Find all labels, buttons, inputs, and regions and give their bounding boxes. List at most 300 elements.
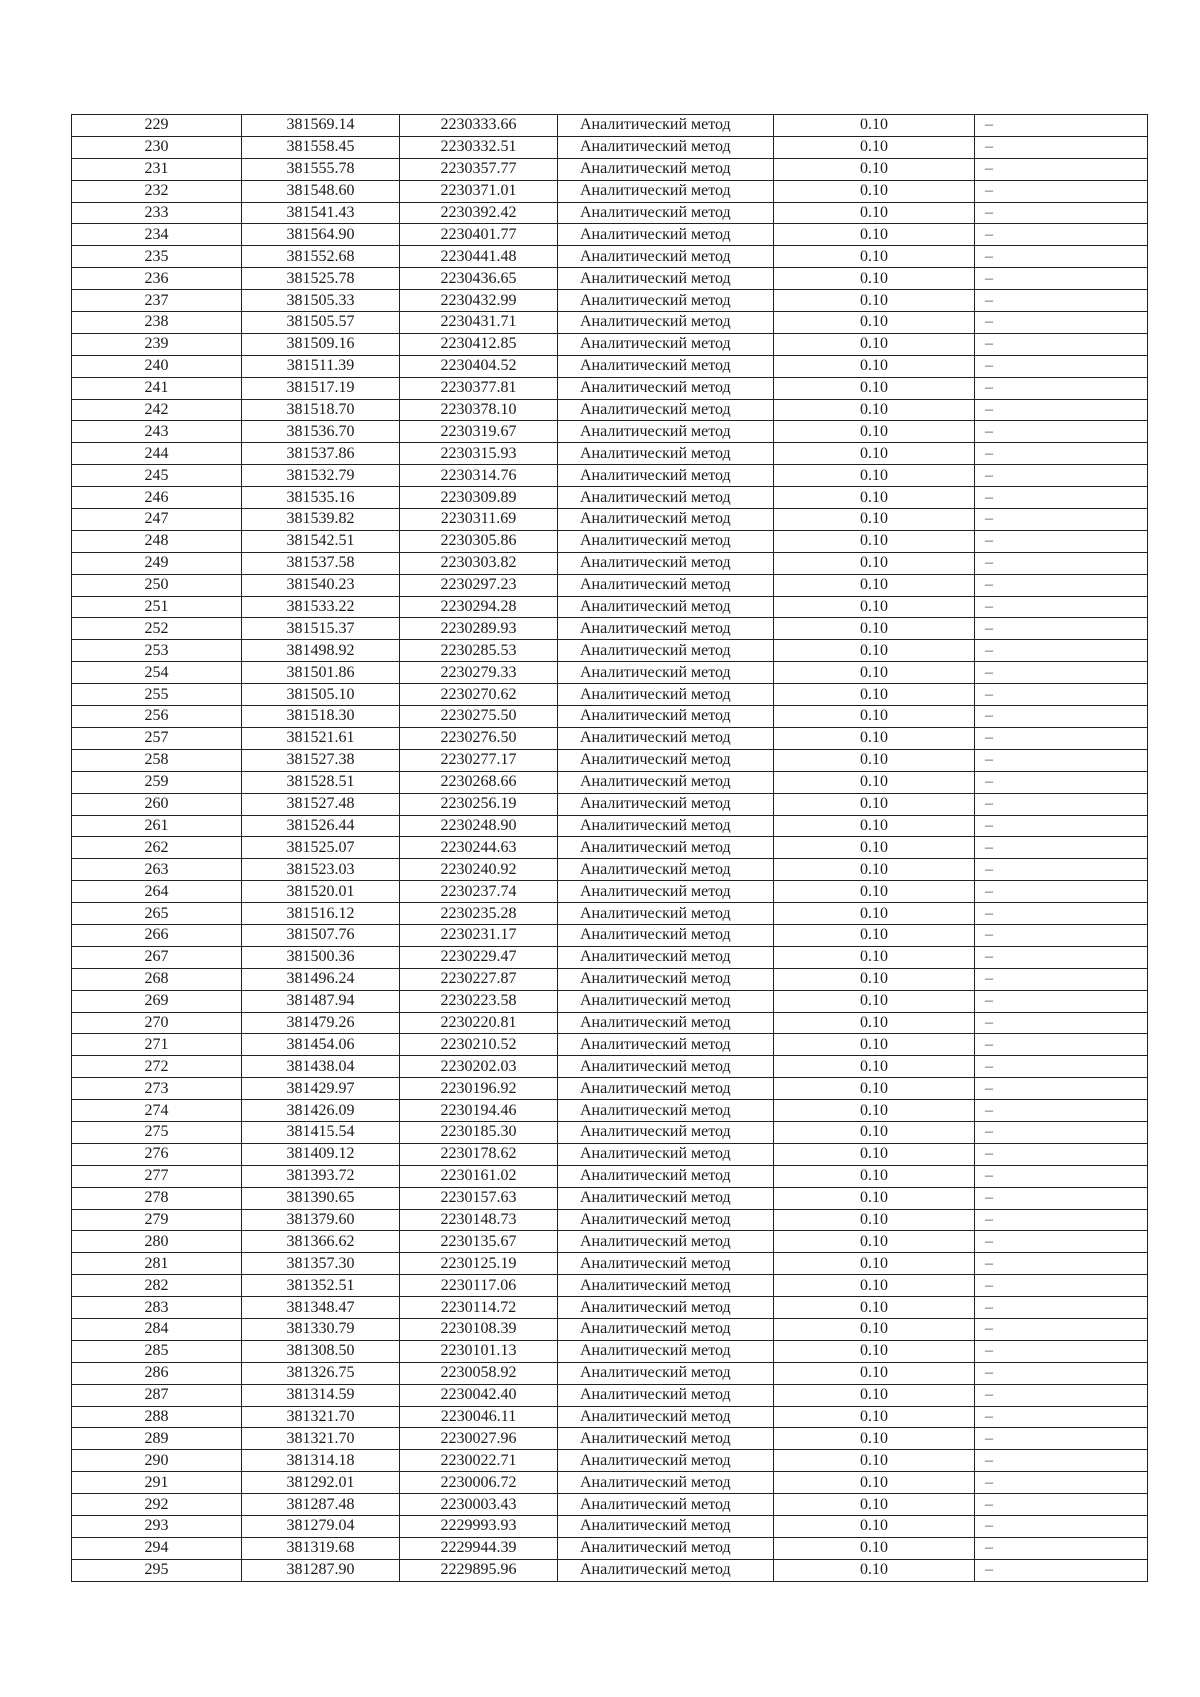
table-row bbox=[72, 684, 1148, 706]
method-cell: Аналитический метод bbox=[558, 355, 774, 377]
point-number-cell: 281 bbox=[72, 1253, 242, 1275]
accuracy-cell: 0.10 bbox=[774, 1187, 975, 1209]
x-coordinate-cell: 381525.07 bbox=[242, 837, 400, 859]
x-coordinate-cell: 381525.78 bbox=[242, 268, 400, 290]
y-coordinate-cell: 2230377.81 bbox=[400, 377, 558, 399]
table-row bbox=[72, 1209, 1148, 1231]
y-coordinate-cell: 2230231.17 bbox=[400, 924, 558, 946]
table-row bbox=[72, 662, 1148, 684]
y-coordinate-cell: 2230196.92 bbox=[400, 1078, 558, 1100]
extra-cell: – bbox=[975, 1472, 1148, 1494]
table-row bbox=[72, 1253, 1148, 1275]
method-cell: Аналитический метод bbox=[558, 487, 774, 509]
y-coordinate-cell: 2230022.71 bbox=[400, 1450, 558, 1472]
method-cell: Аналитический метод bbox=[558, 180, 774, 202]
y-coordinate-cell: 2230244.63 bbox=[400, 837, 558, 859]
point-number-cell: 241 bbox=[72, 377, 242, 399]
extra-cell: – bbox=[975, 727, 1148, 749]
x-coordinate-cell: 381540.23 bbox=[242, 574, 400, 596]
extra-cell: – bbox=[975, 312, 1148, 334]
extra-cell: – bbox=[975, 596, 1148, 618]
x-coordinate-cell: 381520.01 bbox=[242, 881, 400, 903]
table-row bbox=[72, 968, 1148, 990]
x-coordinate-cell: 381537.58 bbox=[242, 552, 400, 574]
accuracy-cell: 0.10 bbox=[774, 115, 975, 137]
accuracy-cell: 0.10 bbox=[774, 1384, 975, 1406]
method-cell: Аналитический метод bbox=[558, 1472, 774, 1494]
method-cell: Аналитический метод bbox=[558, 1362, 774, 1384]
table-row bbox=[72, 115, 1148, 137]
method-cell: Аналитический метод bbox=[558, 1559, 774, 1581]
method-cell: Аналитический метод bbox=[558, 684, 774, 706]
table-row bbox=[72, 837, 1148, 859]
point-number-cell: 275 bbox=[72, 1121, 242, 1143]
table-row bbox=[72, 1406, 1148, 1428]
x-coordinate-cell: 381511.39 bbox=[242, 355, 400, 377]
accuracy-cell: 0.10 bbox=[774, 421, 975, 443]
table-row bbox=[72, 903, 1148, 925]
point-number-cell: 280 bbox=[72, 1231, 242, 1253]
x-coordinate-cell: 381496.24 bbox=[242, 968, 400, 990]
accuracy-cell: 0.10 bbox=[774, 574, 975, 596]
extra-cell: – bbox=[975, 1362, 1148, 1384]
extra-cell: – bbox=[975, 1340, 1148, 1362]
point-number-cell: 276 bbox=[72, 1143, 242, 1165]
table-row bbox=[72, 1537, 1148, 1559]
method-cell: Аналитический метод bbox=[558, 552, 774, 574]
y-coordinate-cell: 2230178.62 bbox=[400, 1143, 558, 1165]
accuracy-cell: 0.10 bbox=[774, 509, 975, 531]
point-number-cell: 254 bbox=[72, 662, 242, 684]
accuracy-cell: 0.10 bbox=[774, 552, 975, 574]
extra-cell: – bbox=[975, 443, 1148, 465]
extra-cell: – bbox=[975, 180, 1148, 202]
accuracy-cell: 0.10 bbox=[774, 1121, 975, 1143]
y-coordinate-cell: 2230042.40 bbox=[400, 1384, 558, 1406]
table-row bbox=[72, 881, 1148, 903]
method-cell: Аналитический метод bbox=[558, 1318, 774, 1340]
accuracy-cell: 0.10 bbox=[774, 1209, 975, 1231]
extra-cell: – bbox=[975, 1012, 1148, 1034]
y-coordinate-cell: 2230357.77 bbox=[400, 158, 558, 180]
extra-cell: – bbox=[975, 552, 1148, 574]
point-number-cell: 271 bbox=[72, 1034, 242, 1056]
accuracy-cell: 0.10 bbox=[774, 202, 975, 224]
table-row bbox=[72, 1559, 1148, 1581]
x-coordinate-cell: 381558.45 bbox=[242, 136, 400, 158]
table-row bbox=[72, 815, 1148, 837]
y-coordinate-cell: 2230058.92 bbox=[400, 1362, 558, 1384]
point-number-cell: 270 bbox=[72, 1012, 242, 1034]
x-coordinate-cell: 381548.60 bbox=[242, 180, 400, 202]
method-cell: Аналитический метод bbox=[558, 903, 774, 925]
table-row bbox=[72, 1056, 1148, 1078]
x-coordinate-cell: 381518.70 bbox=[242, 399, 400, 421]
accuracy-cell: 0.10 bbox=[774, 1078, 975, 1100]
accuracy-cell: 0.10 bbox=[774, 355, 975, 377]
method-cell: Аналитический метод bbox=[558, 1340, 774, 1362]
point-number-cell: 263 bbox=[72, 859, 242, 881]
point-number-cell: 240 bbox=[72, 355, 242, 377]
y-coordinate-cell: 2230157.63 bbox=[400, 1187, 558, 1209]
point-number-cell: 286 bbox=[72, 1362, 242, 1384]
point-number-cell: 258 bbox=[72, 749, 242, 771]
extra-cell: – bbox=[975, 1121, 1148, 1143]
method-cell: Аналитический метод bbox=[558, 706, 774, 728]
extra-cell: – bbox=[975, 881, 1148, 903]
extra-cell: – bbox=[975, 1406, 1148, 1428]
table-row bbox=[72, 552, 1148, 574]
extra-cell: – bbox=[975, 1253, 1148, 1275]
table-row bbox=[72, 509, 1148, 531]
table-row bbox=[72, 1494, 1148, 1516]
table-row bbox=[72, 1100, 1148, 1122]
x-coordinate-cell: 381321.70 bbox=[242, 1428, 400, 1450]
point-number-cell: 266 bbox=[72, 924, 242, 946]
extra-cell: – bbox=[975, 290, 1148, 312]
x-coordinate-cell: 381390.65 bbox=[242, 1187, 400, 1209]
table-row bbox=[72, 136, 1148, 158]
table-row bbox=[72, 355, 1148, 377]
accuracy-cell: 0.10 bbox=[774, 1428, 975, 1450]
method-cell: Аналитический метод bbox=[558, 333, 774, 355]
y-coordinate-cell: 2230046.11 bbox=[400, 1406, 558, 1428]
x-coordinate-cell: 381541.43 bbox=[242, 202, 400, 224]
x-coordinate-cell: 381528.51 bbox=[242, 771, 400, 793]
extra-cell: – bbox=[975, 1187, 1148, 1209]
y-coordinate-cell: 2230248.90 bbox=[400, 815, 558, 837]
y-coordinate-cell: 2230311.69 bbox=[400, 509, 558, 531]
method-cell: Аналитический метод bbox=[558, 1143, 774, 1165]
extra-cell: – bbox=[975, 1450, 1148, 1472]
method-cell: Аналитический метод bbox=[558, 1297, 774, 1319]
extra-cell: – bbox=[975, 1034, 1148, 1056]
accuracy-cell: 0.10 bbox=[774, 903, 975, 925]
point-number-cell: 231 bbox=[72, 158, 242, 180]
method-cell: Аналитический метод bbox=[558, 618, 774, 640]
y-coordinate-cell: 2230314.76 bbox=[400, 465, 558, 487]
table-row bbox=[72, 640, 1148, 662]
x-coordinate-cell: 381516.12 bbox=[242, 903, 400, 925]
x-coordinate-cell: 381314.59 bbox=[242, 1384, 400, 1406]
y-coordinate-cell: 2230194.46 bbox=[400, 1100, 558, 1122]
method-cell: Аналитический метод bbox=[558, 509, 774, 531]
table-row bbox=[72, 1516, 1148, 1538]
accuracy-cell: 0.10 bbox=[774, 1012, 975, 1034]
x-coordinate-cell: 381527.48 bbox=[242, 793, 400, 815]
point-number-cell: 250 bbox=[72, 574, 242, 596]
x-coordinate-cell: 381279.04 bbox=[242, 1516, 400, 1538]
point-number-cell: 287 bbox=[72, 1384, 242, 1406]
table-row bbox=[72, 1362, 1148, 1384]
point-number-cell: 243 bbox=[72, 421, 242, 443]
point-number-cell: 285 bbox=[72, 1340, 242, 1362]
point-number-cell: 262 bbox=[72, 837, 242, 859]
y-coordinate-cell: 2229993.93 bbox=[400, 1516, 558, 1538]
point-number-cell: 291 bbox=[72, 1472, 242, 1494]
extra-cell: – bbox=[975, 1559, 1148, 1581]
y-coordinate-cell: 2230240.92 bbox=[400, 859, 558, 881]
point-number-cell: 273 bbox=[72, 1078, 242, 1100]
x-coordinate-cell: 381507.76 bbox=[242, 924, 400, 946]
x-coordinate-cell: 381527.38 bbox=[242, 749, 400, 771]
x-coordinate-cell: 381536.70 bbox=[242, 421, 400, 443]
y-coordinate-cell: 2230006.72 bbox=[400, 1472, 558, 1494]
method-cell: Аналитический метод bbox=[558, 1100, 774, 1122]
method-cell: Аналитический метод bbox=[558, 530, 774, 552]
accuracy-cell: 0.10 bbox=[774, 1143, 975, 1165]
x-coordinate-cell: 381500.36 bbox=[242, 946, 400, 968]
x-coordinate-cell: 381319.68 bbox=[242, 1537, 400, 1559]
y-coordinate-cell: 2230161.02 bbox=[400, 1165, 558, 1187]
x-coordinate-cell: 381564.90 bbox=[242, 224, 400, 246]
table-row bbox=[72, 1165, 1148, 1187]
y-coordinate-cell: 2230431.71 bbox=[400, 312, 558, 334]
table-row bbox=[72, 793, 1148, 815]
accuracy-cell: 0.10 bbox=[774, 749, 975, 771]
y-coordinate-cell: 2230256.19 bbox=[400, 793, 558, 815]
method-cell: Аналитический метод bbox=[558, 312, 774, 334]
table-row bbox=[72, 246, 1148, 268]
y-coordinate-cell: 2230268.66 bbox=[400, 771, 558, 793]
y-coordinate-cell: 2230003.43 bbox=[400, 1494, 558, 1516]
x-coordinate-cell: 381287.90 bbox=[242, 1559, 400, 1581]
accuracy-cell: 0.10 bbox=[774, 990, 975, 1012]
y-coordinate-cell: 2230148.73 bbox=[400, 1209, 558, 1231]
method-cell: Аналитический метод bbox=[558, 924, 774, 946]
y-coordinate-cell: 2230305.86 bbox=[400, 530, 558, 552]
point-number-cell: 265 bbox=[72, 903, 242, 925]
method-cell: Аналитический метод bbox=[558, 1537, 774, 1559]
x-coordinate-cell: 381429.97 bbox=[242, 1078, 400, 1100]
accuracy-cell: 0.10 bbox=[774, 1494, 975, 1516]
point-number-cell: 247 bbox=[72, 509, 242, 531]
method-cell: Аналитический метод bbox=[558, 1406, 774, 1428]
extra-cell: – bbox=[975, 1165, 1148, 1187]
method-cell: Аналитический метод bbox=[558, 1494, 774, 1516]
extra-cell: – bbox=[975, 1078, 1148, 1100]
accuracy-cell: 0.10 bbox=[774, 684, 975, 706]
method-cell: Аналитический метод bbox=[558, 268, 774, 290]
table-row bbox=[72, 1143, 1148, 1165]
coordinates-table-body bbox=[72, 115, 1148, 1582]
table-row bbox=[72, 530, 1148, 552]
point-number-cell: 267 bbox=[72, 946, 242, 968]
x-coordinate-cell: 381509.16 bbox=[242, 333, 400, 355]
point-number-cell: 239 bbox=[72, 333, 242, 355]
accuracy-cell: 0.10 bbox=[774, 640, 975, 662]
extra-cell: – bbox=[975, 618, 1148, 640]
method-cell: Аналитический метод bbox=[558, 596, 774, 618]
extra-cell: – bbox=[975, 377, 1148, 399]
method-cell: Аналитический метод bbox=[558, 859, 774, 881]
accuracy-cell: 0.10 bbox=[774, 1165, 975, 1187]
accuracy-cell: 0.10 bbox=[774, 443, 975, 465]
table-row bbox=[72, 1121, 1148, 1143]
method-cell: Аналитический метод bbox=[558, 202, 774, 224]
extra-cell: – bbox=[975, 1516, 1148, 1538]
accuracy-cell: 0.10 bbox=[774, 246, 975, 268]
accuracy-cell: 0.10 bbox=[774, 1056, 975, 1078]
point-number-cell: 248 bbox=[72, 530, 242, 552]
point-number-cell: 294 bbox=[72, 1537, 242, 1559]
point-number-cell: 274 bbox=[72, 1100, 242, 1122]
table-row bbox=[72, 1318, 1148, 1340]
y-coordinate-cell: 2230294.28 bbox=[400, 596, 558, 618]
point-number-cell: 268 bbox=[72, 968, 242, 990]
point-number-cell: 236 bbox=[72, 268, 242, 290]
method-cell: Аналитический метод bbox=[558, 1078, 774, 1100]
extra-cell: – bbox=[975, 136, 1148, 158]
accuracy-cell: 0.10 bbox=[774, 399, 975, 421]
extra-cell: – bbox=[975, 815, 1148, 837]
extra-cell: – bbox=[975, 224, 1148, 246]
extra-cell: – bbox=[975, 946, 1148, 968]
extra-cell: – bbox=[975, 158, 1148, 180]
x-coordinate-cell: 381569.14 bbox=[242, 115, 400, 137]
method-cell: Аналитический метод bbox=[558, 1231, 774, 1253]
accuracy-cell: 0.10 bbox=[774, 793, 975, 815]
method-cell: Аналитический метод bbox=[558, 1121, 774, 1143]
extra-cell: – bbox=[975, 268, 1148, 290]
accuracy-cell: 0.10 bbox=[774, 859, 975, 881]
extra-cell: – bbox=[975, 421, 1148, 443]
accuracy-cell: 0.10 bbox=[774, 706, 975, 728]
x-coordinate-cell: 381479.26 bbox=[242, 1012, 400, 1034]
method-cell: Аналитический метод bbox=[558, 1056, 774, 1078]
table-row bbox=[72, 158, 1148, 180]
point-number-cell: 264 bbox=[72, 881, 242, 903]
y-coordinate-cell: 2230227.87 bbox=[400, 968, 558, 990]
extra-cell: – bbox=[975, 246, 1148, 268]
y-coordinate-cell: 2230319.67 bbox=[400, 421, 558, 443]
accuracy-cell: 0.10 bbox=[774, 1516, 975, 1538]
accuracy-cell: 0.10 bbox=[774, 837, 975, 859]
extra-cell: – bbox=[975, 749, 1148, 771]
x-coordinate-cell: 381308.50 bbox=[242, 1340, 400, 1362]
table-row bbox=[72, 1187, 1148, 1209]
y-coordinate-cell: 2230378.10 bbox=[400, 399, 558, 421]
method-cell: Аналитический метод bbox=[558, 158, 774, 180]
table-row bbox=[72, 1450, 1148, 1472]
y-coordinate-cell: 2230277.17 bbox=[400, 749, 558, 771]
method-cell: Аналитический метод bbox=[558, 377, 774, 399]
x-coordinate-cell: 381348.47 bbox=[242, 1297, 400, 1319]
table-row bbox=[72, 180, 1148, 202]
point-number-cell: 237 bbox=[72, 290, 242, 312]
x-coordinate-cell: 381292.01 bbox=[242, 1472, 400, 1494]
x-coordinate-cell: 381535.16 bbox=[242, 487, 400, 509]
extra-cell: – bbox=[975, 333, 1148, 355]
accuracy-cell: 0.10 bbox=[774, 312, 975, 334]
table-row bbox=[72, 771, 1148, 793]
method-cell: Аналитический метод bbox=[558, 1034, 774, 1056]
extra-cell: – bbox=[975, 706, 1148, 728]
point-number-cell: 257 bbox=[72, 727, 242, 749]
point-number-cell: 260 bbox=[72, 793, 242, 815]
x-coordinate-cell: 381515.37 bbox=[242, 618, 400, 640]
y-coordinate-cell: 2230185.30 bbox=[400, 1121, 558, 1143]
table-row bbox=[72, 377, 1148, 399]
table-row bbox=[72, 443, 1148, 465]
y-coordinate-cell: 2230229.47 bbox=[400, 946, 558, 968]
x-coordinate-cell: 381415.54 bbox=[242, 1121, 400, 1143]
point-number-cell: 282 bbox=[72, 1275, 242, 1297]
accuracy-cell: 0.10 bbox=[774, 1297, 975, 1319]
point-number-cell: 234 bbox=[72, 224, 242, 246]
x-coordinate-cell: 381487.94 bbox=[242, 990, 400, 1012]
y-coordinate-cell: 2230289.93 bbox=[400, 618, 558, 640]
extra-cell: – bbox=[975, 202, 1148, 224]
point-number-cell: 230 bbox=[72, 136, 242, 158]
accuracy-cell: 0.10 bbox=[774, 180, 975, 202]
table-row bbox=[72, 465, 1148, 487]
table-row bbox=[72, 1384, 1148, 1406]
method-cell: Аналитический метод bbox=[558, 946, 774, 968]
extra-cell: – bbox=[975, 968, 1148, 990]
table-row bbox=[72, 946, 1148, 968]
extra-cell: – bbox=[975, 355, 1148, 377]
method-cell: Аналитический метод bbox=[558, 968, 774, 990]
method-cell: Аналитический метод bbox=[558, 224, 774, 246]
method-cell: Аналитический метод bbox=[558, 246, 774, 268]
y-coordinate-cell: 2230392.42 bbox=[400, 202, 558, 224]
x-coordinate-cell: 381498.92 bbox=[242, 640, 400, 662]
extra-cell: – bbox=[975, 903, 1148, 925]
table-row bbox=[72, 1297, 1148, 1319]
y-coordinate-cell: 2229895.96 bbox=[400, 1559, 558, 1581]
x-coordinate-cell: 381518.30 bbox=[242, 706, 400, 728]
x-coordinate-cell: 381523.03 bbox=[242, 859, 400, 881]
point-number-cell: 261 bbox=[72, 815, 242, 837]
method-cell: Аналитический метод bbox=[558, 815, 774, 837]
accuracy-cell: 0.10 bbox=[774, 1253, 975, 1275]
method-cell: Аналитический метод bbox=[558, 1450, 774, 1472]
table-row bbox=[72, 1472, 1148, 1494]
table-row bbox=[72, 421, 1148, 443]
extra-cell: – bbox=[975, 1275, 1148, 1297]
extra-cell: – bbox=[975, 924, 1148, 946]
table-row bbox=[72, 1034, 1148, 1056]
point-number-cell: 253 bbox=[72, 640, 242, 662]
method-cell: Аналитический метод bbox=[558, 881, 774, 903]
method-cell: Аналитический метод bbox=[558, 465, 774, 487]
method-cell: Аналитический метод bbox=[558, 136, 774, 158]
table-row bbox=[72, 1012, 1148, 1034]
point-number-cell: 292 bbox=[72, 1494, 242, 1516]
accuracy-cell: 0.10 bbox=[774, 1362, 975, 1384]
method-cell: Аналитический метод bbox=[558, 727, 774, 749]
method-cell: Аналитический метод bbox=[558, 771, 774, 793]
table-row bbox=[72, 924, 1148, 946]
accuracy-cell: 0.10 bbox=[774, 268, 975, 290]
y-coordinate-cell: 2230202.03 bbox=[400, 1056, 558, 1078]
point-number-cell: 272 bbox=[72, 1056, 242, 1078]
y-coordinate-cell: 2230297.23 bbox=[400, 574, 558, 596]
y-coordinate-cell: 2230135.67 bbox=[400, 1231, 558, 1253]
x-coordinate-cell: 381409.12 bbox=[242, 1143, 400, 1165]
table-row bbox=[72, 487, 1148, 509]
x-coordinate-cell: 381352.51 bbox=[242, 1275, 400, 1297]
method-cell: Аналитический метод bbox=[558, 1253, 774, 1275]
x-coordinate-cell: 381505.33 bbox=[242, 290, 400, 312]
y-coordinate-cell: 2230315.93 bbox=[400, 443, 558, 465]
method-cell: Аналитический метод bbox=[558, 990, 774, 1012]
table-row bbox=[72, 312, 1148, 334]
table-row bbox=[72, 749, 1148, 771]
point-number-cell: 293 bbox=[72, 1516, 242, 1538]
y-coordinate-cell: 2230235.28 bbox=[400, 903, 558, 925]
